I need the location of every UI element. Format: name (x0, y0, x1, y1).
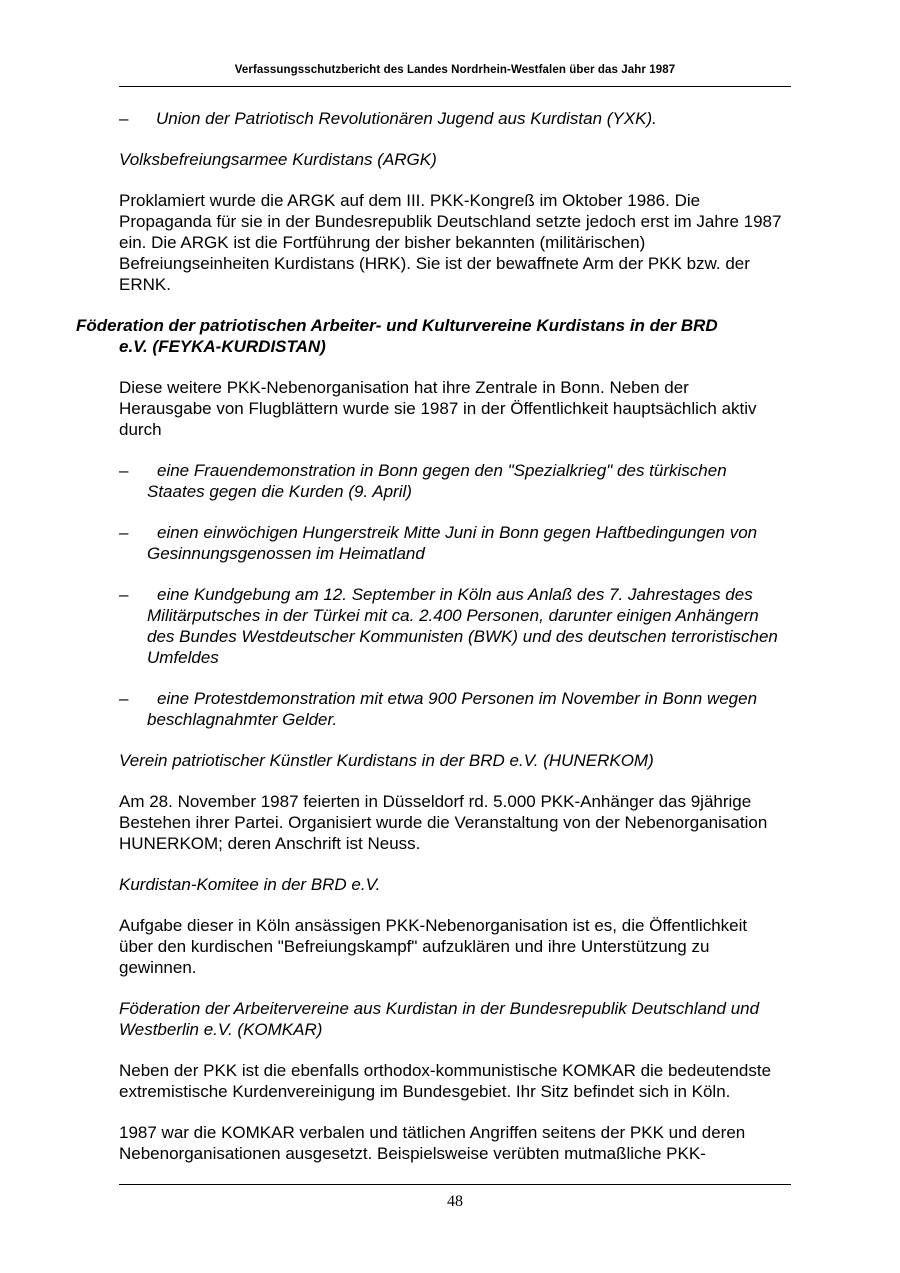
header-rule (119, 86, 791, 87)
page-number: 48 (447, 1193, 463, 1210)
feyka-heading (76, 315, 776, 357)
dash-mark: – (119, 109, 129, 128)
komkar-title: Föderation der Arbeitervereine aus Kurdistan in der Bundesrepublik Deutschland und Westberlin e.V. (KOMKAR) (119, 999, 760, 1039)
list-item (119, 522, 784, 564)
dash-mark: – (119, 461, 129, 480)
argk-title: Volksbefreiungsarmee Kurdistans (ARGK) (119, 150, 437, 169)
dash-mark: – (119, 585, 129, 604)
list-item (119, 460, 784, 502)
dash-mark: – (119, 689, 129, 708)
list-item (119, 584, 784, 668)
komkar-paragraph-2: 1987 war die KOMKAR verbalen und tätlichen Angriffen seitens der PKK und deren Nebenorganisationen ausgesetzt. Beispielsweise verübten mutmaßliche PKK- (119, 1123, 746, 1163)
feyka-paragraph: Diese weitere PKK-Nebenorganisation hat ihre Zentrale in Bonn. Neben der Herausgabe von Flugblättern wurde sie 1987 in der Öffentlichkeit hauptsächlich aktiv durch (119, 378, 757, 439)
list-item-text: eine Frauendemonstration in Bonn gegen den "Spezialkrieg" des türkischen Staates gegen die Kurden (9. April) (147, 461, 727, 501)
list-item-text: einen einwöchigen Hungerstreik Mitte Juni in Bonn gegen Haftbedingungen von Gesinnungsgenossen im Heimatland (147, 523, 758, 563)
hunerkom-title: Verein patriotischer Künstler Kurdistans in der BRD e.V. (HUNERKOM) (119, 751, 654, 770)
komitee-paragraph: Aufgabe dieser in Köln ansässigen PKK-Nebenorganisation ist es, die Öffentlichkeit über den kurdischen "Befreiungskampf" aufzuklären und ihre Unterstützung zu gewinnen. (119, 916, 748, 977)
feyka-heading-line2: e.V. (FEYKA-KURDISTAN) (119, 337, 326, 356)
footer-rule (119, 1184, 791, 1185)
list-item-yxk (119, 108, 784, 129)
komitee-title: Kurdistan-Komitee in der BRD e.V. (119, 875, 381, 894)
page-body (0, 108, 900, 1184)
list-item-text: Union der Patriotisch Revolutionären Jugend aus Kurdistan (YXK). (156, 109, 657, 128)
list-item-text: eine Protestdemonstration mit etwa 900 Personen im November in Bonn wegen beschlagnahmter Gelder. (147, 689, 758, 729)
komkar-paragraph-1: Neben der PKK ist die ebenfalls orthodox-kommunistische KOMKAR die bedeutendste extremistische Kurdenvereinigung im Bundesgebiet. Ihr Sitz befindet sich in Köln. (119, 1061, 772, 1101)
feyka-heading-line1: Föderation der patriotischen Arbeiter- und Kulturvereine Kurdistans in der BRD (76, 316, 718, 335)
argk-paragraph: Proklamiert wurde die ARGK auf dem III. PKK-Kongreß im Oktober 1986. Die Propaganda für sie in der Bundesrepublik Deutschland setzte jedoch erst im Jahre 1987 ein. Die ARGK ist die Fortführung der bisher bekannten (militärischen) Befreiungseinheiten Kurdistans (HRK). Sie ist der bewaffnete Arm der PKK bzw. der ERNK. (119, 191, 782, 294)
page-header: Verfassungsschutzbericht des Landes Nordrhein-Westfalen über das Jahr 1987 (234, 64, 676, 76)
dash-mark: – (119, 523, 129, 542)
hunerkom-paragraph: Am 28. November 1987 feierten in Düsseldorf rd. 5.000 PKK-Anhänger das 9jährige Bestehen ihrer Partei. Organisiert wurde die Veranstaltung von der Nebenorganisation HUNERKOM; deren Anschrift ist Neuss. (119, 792, 768, 853)
list-item-text: eine Kundgebung am 12. September in Köln aus Anlaß des 7. Jahrestages des Militärputsches in der Türkei mit ca. 2.400 Personen, darunter einigen Anhängern des Bundes Westdeutscher Kommunisten (BWK) und des deutschen terroristischen Umfeldes (147, 585, 778, 667)
list-item (119, 688, 784, 730)
